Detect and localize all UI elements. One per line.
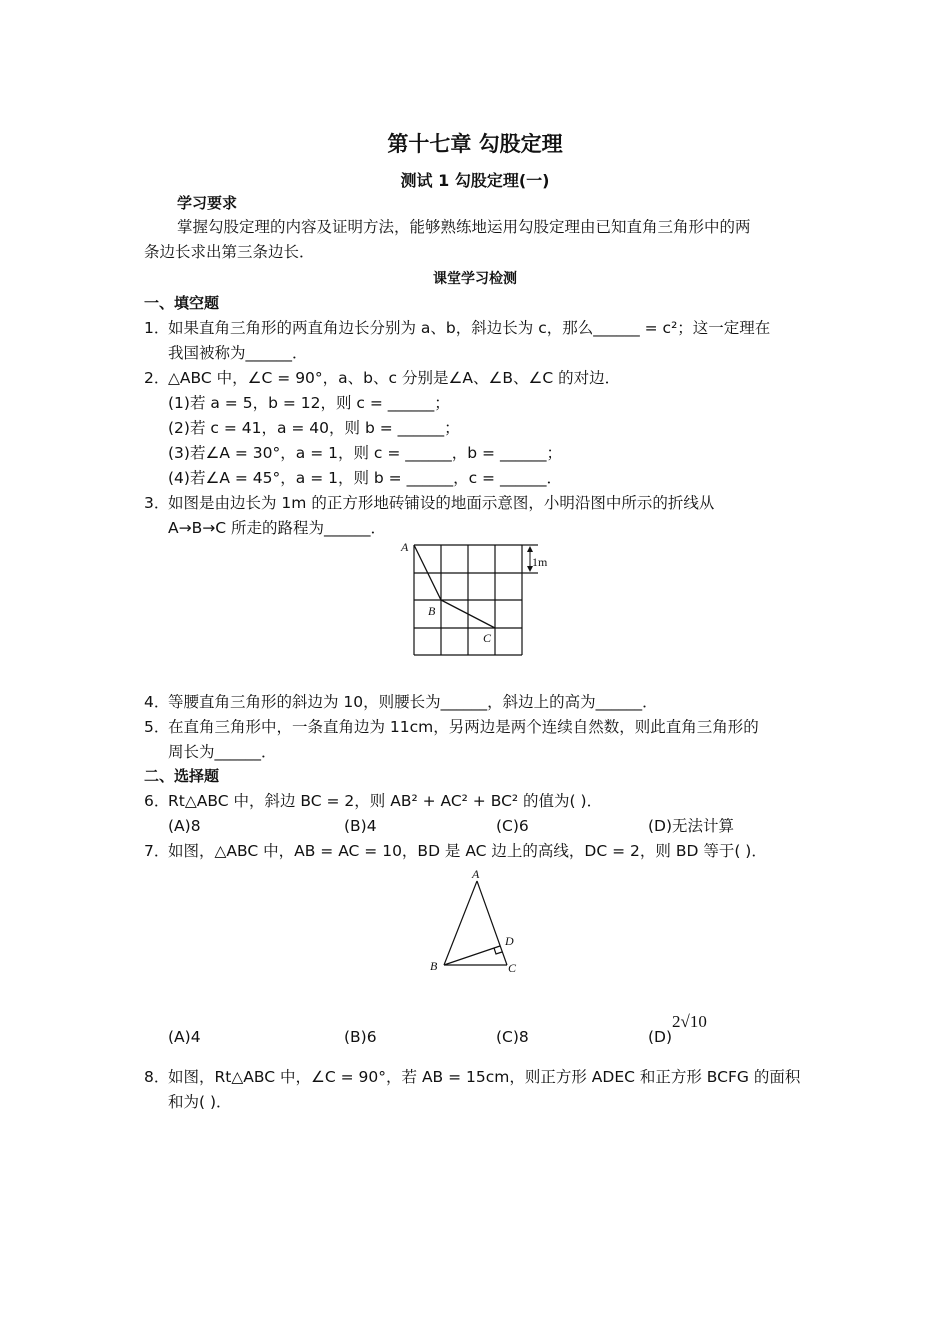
vertex-label-d: D <box>505 934 514 948</box>
q8-line2: 和为( )． <box>168 1093 232 1111</box>
point-label-a: A <box>401 540 409 554</box>
q5-line2: 周长为______． <box>168 743 277 761</box>
q6-stem: Rt△ABC 中，斜边 BC = 2，则 AB² + AC² + BC² 的值为( )． <box>168 792 603 810</box>
q6-option-a: (A)8 <box>168 817 201 835</box>
section-title: 课堂学习检测 <box>433 271 517 287</box>
q7-option-d: (D) <box>648 1028 673 1046</box>
q2-sub-3: (3)若∠A = 30°，a = 1，则 c = ______，b = ______； <box>168 444 562 462</box>
q6-option-d: (D)无法计算 <box>648 817 735 835</box>
q5-number: 5． <box>144 718 170 736</box>
q5-line1: 在直角三角形中，一条直角边为 11cm，另两边是两个连续自然数，则此直角三角形的 <box>168 718 759 736</box>
q2-sub-1: (1)若 a = 5，b = 12，则 c = ______； <box>168 394 450 412</box>
q8-number: 8． <box>144 1068 170 1086</box>
q2-sub-2: (2)若 c = 41，a = 40，则 b = ______； <box>168 419 460 437</box>
part2-heading: 二、选择题 <box>144 767 220 785</box>
q8-line1: 如图，Rt△ABC 中，∠C = 90°，若 AB = 15cm，则正方形 ADEC 和正方形 BCFG 的面积 <box>168 1068 801 1086</box>
requirements-text-line2: 条边长求出第三条边长． <box>144 243 315 261</box>
q7-option-b: (B)6 <box>344 1028 377 1046</box>
q2-sub-4: (4)若∠A = 45°，a = 1，则 b = ______，c = ______． <box>168 469 562 487</box>
triangle-figure <box>420 862 530 982</box>
q7-option-d-value: 2√10 <box>672 1012 707 1031</box>
altitude-bd <box>444 946 500 965</box>
vertex-label-c: C <box>508 961 517 975</box>
scale-label: 1m <box>532 555 548 569</box>
q4-number: 4． <box>144 693 170 711</box>
q3-line2: A→B→C 所走的路程为______． <box>168 519 386 537</box>
q1-line1: 如果直角三角形的两直角边长分别为 a、b，斜边长为 c，那么______ = c²；这一定理在 <box>168 319 771 337</box>
q6-option-b: (B)4 <box>344 817 377 835</box>
chapter-title: 第十七章 勾股定理 <box>387 132 563 156</box>
vertex-label-a: A <box>472 867 480 881</box>
q1-line2: 我国被称为______． <box>168 344 308 362</box>
q1-number: 1． <box>144 319 170 337</box>
q7-stem: 如图，△ABC 中，AB = AC = 10，BD 是 AC 边上的高线，DC = 2，则 BD 等于( )． <box>168 842 767 860</box>
q3-line1: 如图是由边长为 1m 的正方形地砖铺设的地面示意图，小明沿图中所示的折线从 <box>168 494 715 512</box>
q7-number: 7． <box>144 842 170 860</box>
q4-text: 等腰直角三角形的斜边为 10，则腰长为______，斜边上的高为______． <box>168 693 658 711</box>
q2-number: 2． <box>144 369 170 387</box>
point-label-b: B <box>428 604 436 618</box>
q2-stem: △ABC 中，∠C = 90°，a、b、c 分别是∠A、∠B、∠C 的对边． <box>168 369 621 387</box>
q6-option-c: (C)6 <box>496 817 529 835</box>
q7-option-a: (A)4 <box>168 1028 201 1046</box>
requirements-heading: 学习要求 <box>177 194 238 212</box>
q6-number: 6． <box>144 792 170 810</box>
requirements-text-line1: 掌握勾股定理的内容及证明方法，能够熟练地运用勾股定理由已知直角三角形中的两 <box>177 218 751 236</box>
grid-lines <box>414 545 538 655</box>
side-ab <box>444 881 477 965</box>
test-title: 测试 1 勾股定理(一) <box>400 171 550 190</box>
point-label-c: C <box>483 631 492 645</box>
q3-number: 3． <box>144 494 170 512</box>
grid-path-figure <box>395 535 565 665</box>
vertex-label-b: B <box>430 959 438 973</box>
path-a-b-c <box>414 545 495 628</box>
part1-heading: 一、填空题 <box>144 294 220 312</box>
q7-option-c: (C)8 <box>496 1028 529 1046</box>
